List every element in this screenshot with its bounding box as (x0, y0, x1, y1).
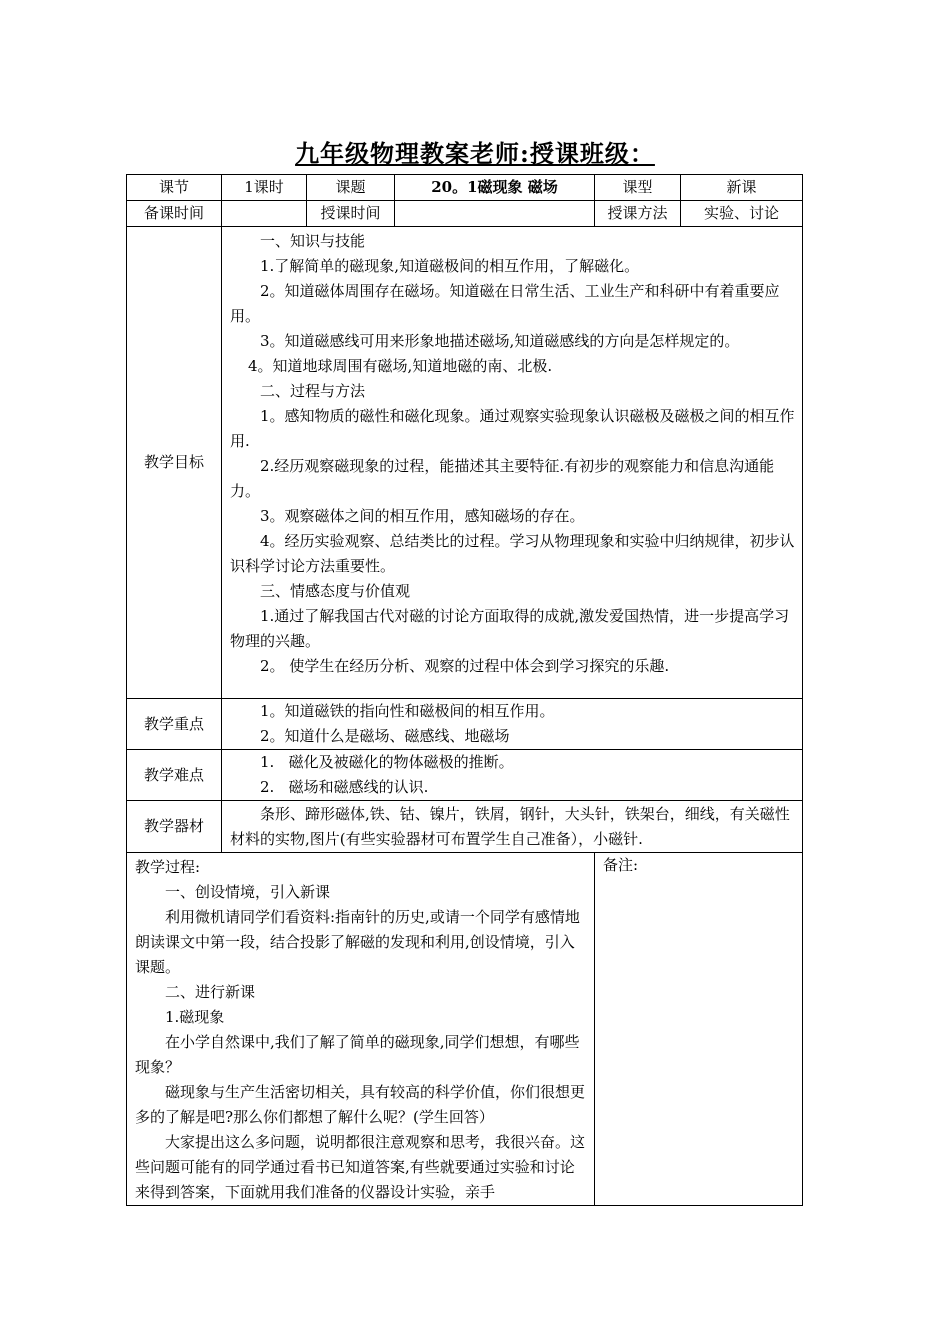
process-label: 教学过程: (135, 858, 201, 876)
goals-line: 4。经历实验观察、总结类比的过程。学习从物理现象和实验中归纳规律，初步认识科学讨论方法重要性。 (230, 532, 795, 575)
header-row-1 (127, 175, 803, 201)
goals-line: 3。知道磁感线可用来形象地描述磁场,知道磁感线的方向是怎样规定的。 (260, 332, 740, 350)
difficulties-content (222, 750, 803, 801)
notes-cell (595, 853, 803, 1206)
goals-line: 一、知识与技能 (260, 232, 366, 250)
process-line: 在小学自然课中,我们了解了简单的磁现象,同学们想想，有哪些现象？ (135, 1033, 580, 1076)
goals-label: 教学目标 (127, 227, 222, 699)
lesson-section-value: 1课时 (222, 175, 307, 201)
goals-line: 三、情感态度与价值观 (260, 582, 411, 600)
lesson-type-label: 课型 (595, 175, 681, 201)
goals-line: 2。 使学生在经历分析、观察的过程中体会到学习探究的乐趣. (260, 657, 670, 675)
goals-line: 1。感知物质的磁性和磁化现象。通过观察实验现象认识磁极及磁极之间的相互作用. (230, 407, 795, 450)
difficulties-label: 教学难点 (127, 750, 222, 801)
prep-time-value (222, 201, 307, 227)
topic-value: 20。1磁现象 磁场 (395, 175, 595, 201)
goals-line: 1.了解简单的磁现象,知道磁极间的相互作用，了解磁化。 (260, 257, 640, 275)
equipment-row (127, 801, 803, 853)
goals-line: 3。观察磁体之间的相互作用，感知磁场的存在。 (260, 507, 585, 525)
equipment-text: 条形、蹄形磁体,铁、钴、镍片，铁屑，钢针，大头针，铁架台，细线，有关磁性材料的实物,图片(有些实验器材可布置学生自己准备），小磁针. (230, 804, 790, 848)
process-content (127, 853, 595, 1206)
key-point-line: 1。知道磁铁的指向性和磁极间的相互作用。 (260, 702, 555, 720)
goals-line: 二、过程与方法 (260, 382, 366, 400)
method-value: 实验、讨论 (681, 201, 803, 227)
difficulty-line: 2. 磁场和磁感线的认识. (260, 778, 429, 796)
difficulty-line: 1. 磁化及被磁化的物体磁极的推断。 (260, 753, 514, 771)
goals-line: 4。知道地球周围有磁场,知道地磁的南、北极. (248, 357, 553, 375)
goals-row (127, 227, 803, 699)
lesson-section-label: 课节 (127, 175, 222, 201)
key-points-label: 教学重点 (127, 699, 222, 750)
prep-time-label: 备课时间 (127, 201, 222, 227)
goals-content (222, 227, 803, 699)
page-title: 九年级物理教案老师:授课班级： (295, 139, 655, 168)
key-points-content (222, 699, 803, 750)
teach-time-label: 授课时间 (307, 201, 395, 227)
process-line: 利用微机请同学们看资料:指南针的历史,或请一个同学有感情地朗读课文中第一段，结合投影了解磁的发现和利用,创设情境，引入课题。 (135, 908, 580, 976)
key-points-row (127, 699, 803, 750)
process-line: 一、创设情境，引入新课 (165, 883, 331, 901)
topic-label: 课题 (307, 175, 395, 201)
key-point-line: 2。知道什么是磁场、磁感线、地磁场 (260, 727, 510, 745)
process-line: 大家提出这么多问题，说明都很注意观察和思考，我很兴奋。这些问题可能有的同学通过看书已知道答案,有些就要通过实验和讨论来得到答案，下面就用我们准备的仪器设计实验，亲手 (135, 1133, 586, 1201)
equipment-label: 教学器材 (127, 801, 222, 853)
difficulties-row (127, 750, 803, 801)
method-label: 授课方法 (595, 201, 681, 227)
notes-label: 备注: (603, 856, 639, 874)
goals-line: 2.经历观察磁现象的过程，能描述其主要特征.有初步的观察能力和信息沟通能力。 (230, 457, 775, 500)
process-row (127, 853, 803, 1206)
process-line: 1.磁现象 (165, 1008, 225, 1026)
process-line: 磁现象与生产生活密切相关，具有较高的科学价值，你们很想更多的了解是吧?那么你们都想了解什么呢？(学生回答） (135, 1083, 586, 1126)
lesson-plan-table (126, 174, 803, 1206)
teach-time-value (395, 201, 595, 227)
process-line: 二、进行新课 (165, 983, 256, 1001)
goals-line: 2。知道磁体周围存在磁场。知道磁在日常生活、工业生产和科研中有着重要应用。 (230, 282, 780, 325)
goals-line: 1.通过了解我国古代对磁的讨论方面取得的成就,激发爱国热情，进一步提高学习物理的兴趣。 (230, 607, 790, 650)
lesson-type-value: 新课 (681, 175, 803, 201)
header-row-2 (127, 201, 803, 227)
equipment-content (222, 801, 803, 853)
